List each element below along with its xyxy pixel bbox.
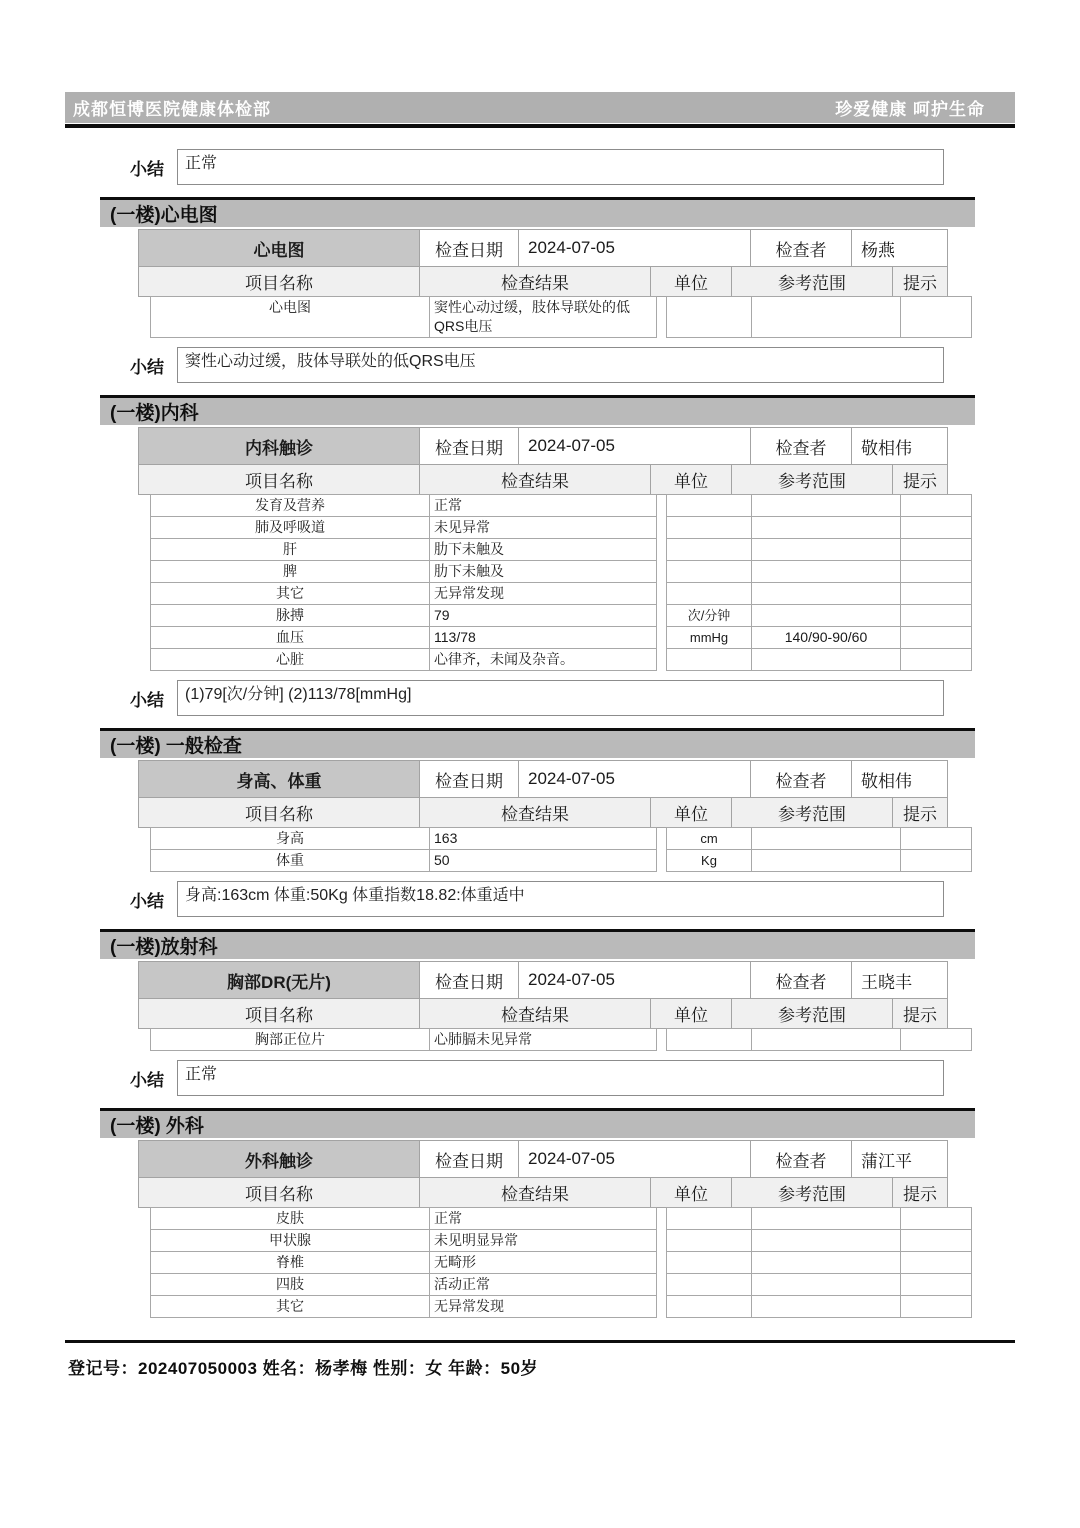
section-title: (一楼)内科 xyxy=(110,403,199,424)
result-cell: 79 xyxy=(429,604,657,627)
summary-box: (1)79[次/分钟] (2)113/78[mmHg] xyxy=(177,680,944,716)
hint-cell xyxy=(900,516,972,539)
column-gap xyxy=(657,560,666,583)
column-header-reference: 参考范围 xyxy=(731,266,893,297)
check-date-value: 2024-07-05 xyxy=(518,229,751,267)
section-summary xyxy=(130,680,1080,716)
item-name-cell: 体重 xyxy=(150,849,430,872)
summary-box: 正常 xyxy=(177,149,944,185)
reference-range-cell xyxy=(751,494,901,517)
result-cell: 肋下未触及 xyxy=(429,560,657,583)
column-header-reference: 参考范围 xyxy=(731,1177,893,1208)
examiner-name: 王晓丰 xyxy=(851,961,948,999)
reference-range-cell xyxy=(751,604,901,627)
column-header-reference: 参考范围 xyxy=(731,797,893,828)
column-header-row xyxy=(138,266,952,297)
exam-name: 心电图 xyxy=(138,229,420,267)
reference-range-cell: 140/90-90/60 xyxy=(751,626,901,649)
hint-cell xyxy=(900,1295,972,1318)
unit-cell xyxy=(666,1229,752,1252)
section-summary xyxy=(130,881,1080,917)
column-gap xyxy=(657,538,666,561)
summary-label: 小结 xyxy=(130,690,164,710)
column-gap xyxy=(657,1207,666,1230)
section-title-bar xyxy=(100,197,975,227)
column-header-unit: 单位 xyxy=(650,1177,732,1208)
column-header-reference: 参考范围 xyxy=(731,998,893,1029)
item-name-cell: 脉搏 xyxy=(150,604,430,627)
column-gap xyxy=(657,1028,666,1051)
column-header-hint: 提示 xyxy=(892,1177,948,1208)
exam-section xyxy=(0,728,1080,917)
column-gap xyxy=(657,494,666,517)
column-gap xyxy=(657,849,666,872)
table-row xyxy=(150,1028,976,1051)
summary-label: 小结 xyxy=(130,891,164,911)
exam-name: 胸部DR(无片) xyxy=(138,961,420,999)
hint-cell xyxy=(900,1207,972,1230)
result-rows xyxy=(150,494,976,671)
column-header-unit: 单位 xyxy=(650,797,732,828)
result-cell: 活动正常 xyxy=(429,1273,657,1296)
reference-range-cell xyxy=(751,1207,901,1230)
reference-range-cell xyxy=(751,1295,901,1318)
section-title: (一楼)放射科 xyxy=(110,937,218,958)
column-header-row xyxy=(138,464,952,495)
exam-header-table xyxy=(138,961,952,1029)
section-title: (一楼) 一般检查 xyxy=(110,736,242,757)
exam-header-table xyxy=(138,760,952,828)
examiner-name: 蒲江平 xyxy=(851,1140,948,1178)
column-header-hint: 提示 xyxy=(892,797,948,828)
table-row xyxy=(150,1295,976,1318)
exam-info-row xyxy=(138,1140,952,1178)
table-row xyxy=(150,626,976,649)
reference-range-cell xyxy=(751,1229,901,1252)
result-cell: 113/78 xyxy=(429,626,657,649)
section-title: (一楼)心电图 xyxy=(110,205,218,226)
hint-cell xyxy=(900,296,972,338)
unit-cell xyxy=(666,1028,752,1051)
hint-cell xyxy=(900,1028,972,1051)
item-name-cell: 其它 xyxy=(150,582,430,605)
column-header-item: 项目名称 xyxy=(138,464,420,495)
column-header-item: 项目名称 xyxy=(138,998,420,1029)
item-name-cell: 身高 xyxy=(150,827,430,850)
examiner-label: 检查者 xyxy=(750,427,852,465)
sections-container xyxy=(0,197,1080,1318)
exam-info-row xyxy=(138,760,952,798)
examiner-label: 检查者 xyxy=(750,1140,852,1178)
hint-cell xyxy=(900,827,972,850)
column-gap xyxy=(657,604,666,627)
result-cell: 163 xyxy=(429,827,657,850)
examiner-label: 检查者 xyxy=(750,229,852,267)
table-row xyxy=(150,604,976,627)
hint-cell xyxy=(900,626,972,649)
hint-cell xyxy=(900,582,972,605)
unit-cell xyxy=(666,648,752,671)
column-header-item: 项目名称 xyxy=(138,797,420,828)
section-title-bar xyxy=(100,1108,975,1138)
column-header-item: 项目名称 xyxy=(138,266,420,297)
result-rows xyxy=(150,1207,976,1318)
item-name-cell: 肺及呼吸道 xyxy=(150,516,430,539)
table-row xyxy=(150,538,976,561)
result-cell: 心律齐，未闻及杂音。 xyxy=(429,648,657,671)
item-name-cell: 胸部正位片 xyxy=(150,1028,430,1051)
column-header-row xyxy=(138,998,952,1029)
item-name-cell: 血压 xyxy=(150,626,430,649)
hint-cell xyxy=(900,648,972,671)
result-cell: 窦性心动过缓，肢体导联处的低QRS电压 xyxy=(429,296,657,338)
hint-cell xyxy=(900,1229,972,1252)
table-row xyxy=(150,849,976,872)
check-date-value: 2024-07-05 xyxy=(518,1140,751,1178)
column-header-row xyxy=(138,797,952,828)
exam-section xyxy=(0,395,1080,716)
column-header-result: 检查结果 xyxy=(419,1177,651,1208)
result-cell: 未见异常 xyxy=(429,516,657,539)
summary-label: 小结 xyxy=(130,357,164,377)
table-row xyxy=(150,516,976,539)
item-name-cell: 其它 xyxy=(150,1295,430,1318)
check-date-label: 检查日期 xyxy=(419,961,519,999)
column-header-unit: 单位 xyxy=(650,266,732,297)
result-cell: 正常 xyxy=(429,1207,657,1230)
exam-name: 内科触诊 xyxy=(138,427,420,465)
column-gap xyxy=(657,626,666,649)
unit-cell: cm xyxy=(666,827,752,850)
hint-cell xyxy=(900,538,972,561)
hint-cell xyxy=(900,849,972,872)
result-cell: 50 xyxy=(429,849,657,872)
item-name-cell: 脾 xyxy=(150,560,430,583)
top-summary xyxy=(130,149,1080,185)
slogan: 珍爱健康 呵护生命 xyxy=(835,100,985,119)
column-gap xyxy=(657,1229,666,1252)
column-header-row xyxy=(138,1177,952,1208)
exam-header-table xyxy=(138,229,952,297)
check-date-value: 2024-07-05 xyxy=(518,427,751,465)
summary-box: 身高:163cm 体重:50Kg 体重指数18.82:体重适中 xyxy=(177,881,944,917)
reference-range-cell xyxy=(751,582,901,605)
patient-info: 登记号：202407050003 姓名：杨孝梅 性别：女 年龄：50岁 xyxy=(68,1359,539,1378)
result-rows xyxy=(150,827,976,872)
reference-range-cell xyxy=(751,648,901,671)
examiner-name: 敬相伟 xyxy=(851,427,948,465)
hint-cell xyxy=(900,494,972,517)
column-header-result: 检查结果 xyxy=(419,998,651,1029)
column-header-item: 项目名称 xyxy=(138,1177,420,1208)
column-header-result: 检查结果 xyxy=(419,266,651,297)
table-row xyxy=(150,1229,976,1252)
unit-cell: 次/分钟 xyxy=(666,604,752,627)
footer-divider xyxy=(65,1340,1015,1343)
reference-range-cell xyxy=(751,849,901,872)
unit-cell xyxy=(666,1273,752,1296)
unit-cell xyxy=(666,296,752,338)
table-row xyxy=(150,827,976,850)
exam-name: 外科触诊 xyxy=(138,1140,420,1178)
column-header-result: 检查结果 xyxy=(419,797,651,828)
column-gap xyxy=(657,1273,666,1296)
item-name-cell: 肝 xyxy=(150,538,430,561)
unit-cell xyxy=(666,1251,752,1274)
exam-section xyxy=(0,929,1080,1096)
column-gap xyxy=(657,582,666,605)
hint-cell xyxy=(900,560,972,583)
item-name-cell: 四肢 xyxy=(150,1273,430,1296)
reference-range-cell xyxy=(751,1251,901,1274)
section-summary xyxy=(130,1060,1080,1096)
check-date-label: 检查日期 xyxy=(419,427,519,465)
reference-range-cell xyxy=(751,1028,901,1051)
column-header-hint: 提示 xyxy=(892,266,948,297)
unit-cell xyxy=(666,1295,752,1318)
column-header-reference: 参考范围 xyxy=(731,464,893,495)
reference-range-cell xyxy=(751,560,901,583)
summary-label: 小结 xyxy=(130,159,164,179)
unit-cell xyxy=(666,1207,752,1230)
hint-cell xyxy=(900,604,972,627)
hospital-name: 成都恒博医院健康体检部 xyxy=(73,100,271,119)
examiner-name: 杨燕 xyxy=(851,229,948,267)
column-gap xyxy=(657,827,666,850)
exam-info-row xyxy=(138,961,952,999)
result-cell: 正常 xyxy=(429,494,657,517)
column-header-unit: 单位 xyxy=(650,464,732,495)
section-title-bar xyxy=(100,395,975,425)
item-name-cell: 心脏 xyxy=(150,648,430,671)
check-date-value: 2024-07-05 xyxy=(518,961,751,999)
section-title-bar xyxy=(100,728,975,758)
exam-header-table xyxy=(138,427,952,495)
result-rows xyxy=(150,296,976,338)
result-rows xyxy=(150,1028,976,1051)
exam-section xyxy=(0,1108,1080,1318)
table-row xyxy=(150,648,976,671)
column-gap xyxy=(657,1251,666,1274)
examiner-label: 检查者 xyxy=(750,760,852,798)
result-cell: 未见明显异常 xyxy=(429,1229,657,1252)
report-body xyxy=(0,128,1080,1379)
summary-label: 小结 xyxy=(130,1070,164,1090)
table-row xyxy=(150,560,976,583)
column-gap xyxy=(657,648,666,671)
result-cell: 无畸形 xyxy=(429,1251,657,1274)
table-row xyxy=(150,1251,976,1274)
column-header-unit: 单位 xyxy=(650,998,732,1029)
reference-range-cell xyxy=(751,827,901,850)
section-title: (一楼) 外科 xyxy=(110,1116,204,1137)
reference-range-cell xyxy=(751,1273,901,1296)
hint-cell xyxy=(900,1273,972,1296)
result-cell: 心肺膈未见异常 xyxy=(429,1028,657,1051)
unit-cell xyxy=(666,560,752,583)
summary-box: 窦性心动过缓，肢体导联处的低QRS电压 xyxy=(177,347,944,383)
check-date-value: 2024-07-05 xyxy=(518,760,751,798)
item-name-cell: 心电图 xyxy=(150,296,430,338)
table-row xyxy=(150,582,976,605)
summary-box: 正常 xyxy=(177,1060,944,1096)
examiner-label: 检查者 xyxy=(750,961,852,999)
column-gap xyxy=(657,296,666,338)
table-row xyxy=(150,1207,976,1230)
column-gap xyxy=(657,516,666,539)
unit-cell: mmHg xyxy=(666,626,752,649)
exam-info-row xyxy=(138,427,952,465)
unit-cell xyxy=(666,538,752,561)
item-name-cell: 发育及营养 xyxy=(150,494,430,517)
result-cell: 无异常发现 xyxy=(429,582,657,605)
exam-section xyxy=(0,197,1080,383)
unit-cell xyxy=(666,582,752,605)
page-header-bar xyxy=(65,92,1015,123)
reference-range-cell xyxy=(751,538,901,561)
item-name-cell: 甲状腺 xyxy=(150,1229,430,1252)
check-date-label: 检查日期 xyxy=(419,229,519,267)
exam-header-table xyxy=(138,1140,952,1208)
table-row xyxy=(150,1273,976,1296)
column-header-hint: 提示 xyxy=(892,998,948,1029)
exam-info-row xyxy=(138,229,952,267)
column-header-result: 检查结果 xyxy=(419,464,651,495)
exam-name: 身高、体重 xyxy=(138,760,420,798)
result-cell: 肋下未触及 xyxy=(429,538,657,561)
section-title-bar xyxy=(100,929,975,959)
item-name-cell: 脊椎 xyxy=(150,1251,430,1274)
reference-range-cell xyxy=(751,516,901,539)
item-name-cell: 皮肤 xyxy=(150,1207,430,1230)
footer xyxy=(0,1340,1080,1379)
table-row xyxy=(150,494,976,517)
check-date-label: 检查日期 xyxy=(419,1140,519,1178)
result-cell: 无异常发现 xyxy=(429,1295,657,1318)
unit-cell xyxy=(666,494,752,517)
check-date-label: 检查日期 xyxy=(419,760,519,798)
column-gap xyxy=(657,1295,666,1318)
table-row xyxy=(150,296,976,338)
unit-cell: Kg xyxy=(666,849,752,872)
section-summary xyxy=(130,347,1080,383)
unit-cell xyxy=(666,516,752,539)
examiner-name: 敬相伟 xyxy=(851,760,948,798)
column-header-hint: 提示 xyxy=(892,464,948,495)
reference-range-cell xyxy=(751,296,901,338)
hint-cell xyxy=(900,1251,972,1274)
